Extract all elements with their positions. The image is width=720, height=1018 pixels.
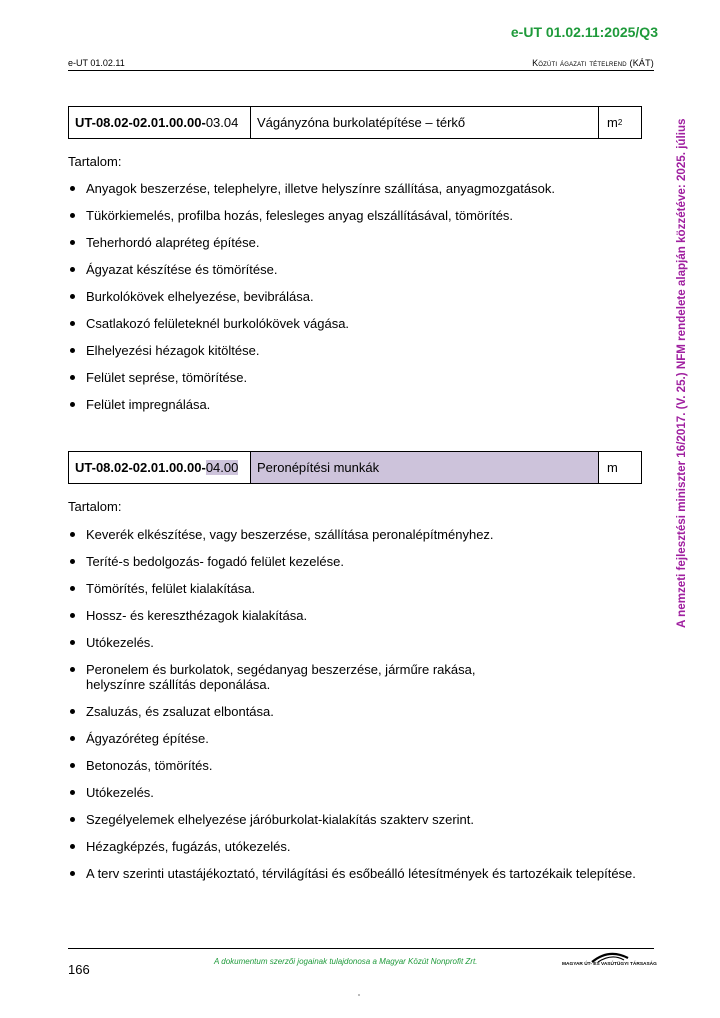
header-right: Közúti ágazati tételrend (KÁT)	[532, 58, 654, 68]
list-item: Betonozás, tömörítés.	[68, 758, 668, 773]
list-item: Burkolókövek elhelyezése, bevibrálása.	[68, 289, 668, 304]
list-item: Peronelem és burkolatok, segédanyag beszerzése, járműre rakása, helyszínre szállítás deponálása.	[68, 662, 668, 692]
item-description-1: Vágányzóna burkolatépítése – térkő	[251, 107, 599, 138]
content-label-2: Tartalom:	[68, 499, 122, 514]
page-marker-dot	[358, 994, 360, 996]
item-unit-1: m 2	[607, 115, 623, 130]
list-item: Hézagképzés, fugázás, utókezelés.	[68, 839, 668, 854]
item-table-1	[68, 106, 642, 139]
side-publication-note: A nemzeti fejlesztési miniszter 16/2017. (V. 25.) NFM rendelete alapján közzétéve: 2025. július	[675, 118, 688, 628]
list-item: Elhelyezési hézagok kitöltése.	[68, 343, 668, 358]
logo-text: MAGYAR ÚT- ÉS VASÚTÜGYI TÁRSASÁG	[562, 962, 657, 967]
list-item: Keverék elkészítése, vagy beszerzése, szállítása peronalépítményhez.	[68, 527, 668, 542]
item-table-2	[68, 451, 642, 484]
list-item: Hossz- és kereszthézagok kialakítása.	[68, 608, 668, 623]
list-item: Ágyazóréteg építése.	[68, 731, 668, 746]
list-item: Utókezelés.	[68, 785, 668, 800]
list-item: Felület impregnálása.	[68, 397, 668, 412]
list-item: Szegélyelemek elhelyezése járóburkolat-kialakítás szakterv szerint.	[68, 812, 668, 827]
list-item: Ágyazat készítése és tömörítése.	[68, 262, 668, 277]
list-item: A terv szerinti utastájékoztató, térvilágítási és esőbeálló létesítmények és tartozékaik telepítése.	[68, 866, 668, 881]
list-item: Tömörítés, felület kialakítása.	[68, 581, 668, 596]
content-list-1	[68, 181, 668, 424]
list-item: Csatlakozó felületeknél burkolókövek vágása.	[68, 316, 668, 331]
page-header	[68, 56, 654, 71]
item-code-1: UT-08.02-02.01.00.00- 03.04	[69, 107, 251, 138]
copyright-notice: A dokumentum szerzői jogainak tulajdonosa a Magyar Közút Nonprofit Zrt.	[214, 957, 478, 966]
list-item: Tükörkiemelés, profilba hozás, felesleges anyag elszállításával, tömörítés.	[68, 208, 668, 223]
list-item: Anyagok beszerzése, telephelyre, illetve helyszínre szállítása, anyagmozgatások.	[68, 181, 668, 196]
item-description-2: Peronépítési munkák	[251, 452, 599, 483]
content-label-1: Tartalom:	[68, 154, 122, 169]
item-code-2: UT-08.02-02.01.00.00- 04.00	[69, 452, 251, 483]
list-item: Teríté-s bedolgozás- fogadó felület kezelése.	[68, 554, 668, 569]
list-item: Felület seprése, tömörítése.	[68, 370, 668, 385]
company-logo	[562, 950, 656, 972]
content-list-2	[68, 527, 668, 893]
list-item: Zsaluzás, és zsaluzat elbontása.	[68, 704, 668, 719]
page-number: 166	[68, 962, 90, 977]
list-item: Teherhordó alapréteg építése.	[68, 235, 668, 250]
document-code: e-UT 01.02.11:2025/Q3	[510, 24, 658, 40]
list-item: Utókezelés.	[68, 635, 668, 650]
header-left: e-UT 01.02.11	[68, 58, 125, 68]
item-unit-2: m	[607, 460, 618, 475]
footer-divider	[68, 948, 654, 949]
